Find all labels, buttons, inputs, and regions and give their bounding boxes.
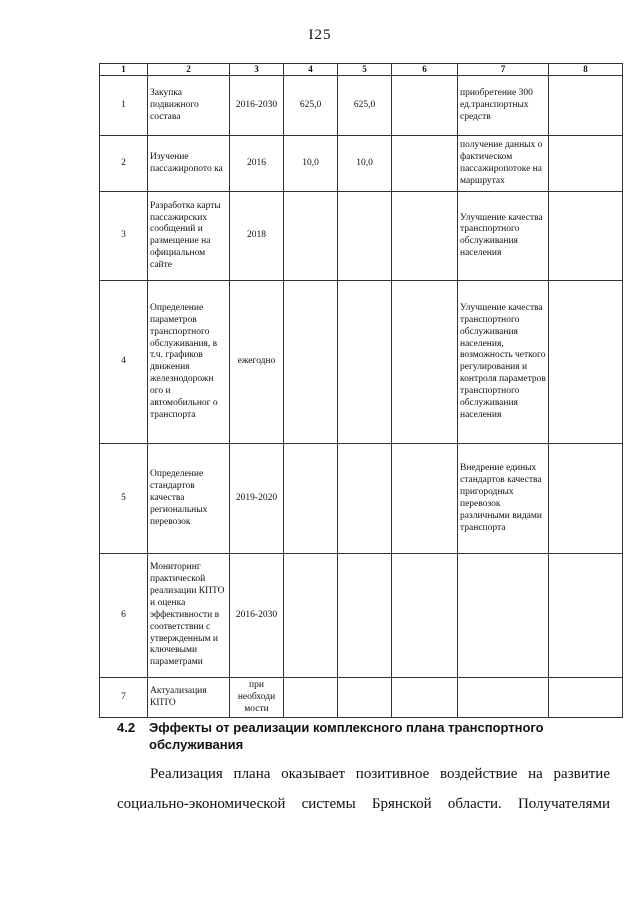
cell-col4 [284,444,338,554]
expected-result [458,554,549,678]
table-row [100,192,623,281]
col-header-6: 6 [392,64,458,76]
expected-result: Внедрение единых стандартов качества пригородных перевозок различными видами транспорта [458,444,549,554]
row-number: 4 [100,281,148,444]
cell-col8 [549,554,623,678]
table-row [100,678,623,718]
col-header-1: 1 [100,64,148,76]
cell-col5 [338,192,392,281]
page-number: I25 [308,27,332,43]
col-header-3: 3 [230,64,284,76]
cell-col6 [392,281,458,444]
activity-name: Определение стандартов качества региональных перевозок [148,444,230,554]
row-number: 7 [100,678,148,718]
cell-col5 [338,281,392,444]
col-header-2: 2 [148,64,230,76]
expected-result: получение данных о фактическом пассажиропотоке на маршрутах [458,136,549,192]
activity-name: Мониторинг практической реализации КПТО и оценка эффективности в соответствии с утвержденным и ключевыми параметрами [148,554,230,678]
table-row [100,136,623,192]
expected-result: Улучшение качества транспортного обслуживания населения [458,192,549,281]
section-title-line1: Эффекты от реализации комплексного плана транспортного [149,720,544,735]
col-header-5: 5 [338,64,392,76]
cell-col8 [549,281,623,444]
activity-period: 2016 [230,136,284,192]
table-row [100,444,623,554]
activity-name: Закупка подвижного состава [148,76,230,136]
cell-col6 [392,76,458,136]
cell-col6 [392,678,458,718]
col-header-8: 8 [549,64,623,76]
expected-result: Улучшение качества транспортного обслуживания населения, возможность четкого регулирования и контроля параметров транспортного обслуживания населения [458,281,549,444]
activity-period: 2019-2020 [230,444,284,554]
cell-col5 [338,554,392,678]
activity-name: Актуализация КПТО [148,678,230,718]
transport-plan-table [99,63,623,718]
cell-col4 [284,678,338,718]
section-number: 4.2 [117,720,136,735]
row-number: 2 [100,136,148,192]
col-header-7: 7 [458,64,549,76]
cell-col5: 10,0 [338,136,392,192]
paragraph-line-2: социально-экономической системы Брянской области. Получателями [117,796,610,812]
cell-col4 [284,554,338,678]
cell-col6 [392,136,458,192]
row-number: 6 [100,554,148,678]
cell-col4: 10,0 [284,136,338,192]
activity-period: 2016-2030 [230,554,284,678]
table-row [100,281,623,444]
cell-col5 [338,678,392,718]
table-row [100,554,623,678]
activity-name: Разработка карты пассажирских сообщений и размещение на официальном сайте [148,192,230,281]
cell-col6 [392,192,458,281]
cell-col8 [549,136,623,192]
activity-period: 2018 [230,192,284,281]
cell-col5 [338,444,392,554]
activity-period: при необходи мости [230,678,284,718]
expected-result: приобретение 300 ед.транспортных средств [458,76,549,136]
row-number: 5 [100,444,148,554]
cell-col8 [549,192,623,281]
cell-col4: 625,0 [284,76,338,136]
table-header-row [100,64,623,76]
activity-period: 2016-2030 [230,76,284,136]
cell-col4 [284,281,338,444]
row-number: 3 [100,192,148,281]
cell-col6 [392,444,458,554]
row-number: 1 [100,76,148,136]
paragraph-line-1: Реализация плана оказывает позитивное воздействие на развитие [150,766,610,782]
cell-col8 [549,76,623,136]
section-title-line2: обслуживания [149,737,244,752]
expected-result [458,678,549,718]
col-header-4: 4 [284,64,338,76]
cell-col8 [549,678,623,718]
section-heading [117,719,597,753]
activity-period: ежегодно [230,281,284,444]
cell-col5: 625,0 [338,76,392,136]
cell-col8 [549,444,623,554]
table-row [100,76,623,136]
cell-col4 [284,192,338,281]
cell-col6 [392,554,458,678]
activity-name: Изучение пассажиропото ка [148,136,230,192]
activity-name: Определение параметров транспортного обслуживания, в т.ч. графиков движения железнодорожн ого и автомобильног о транспорта [148,281,230,444]
